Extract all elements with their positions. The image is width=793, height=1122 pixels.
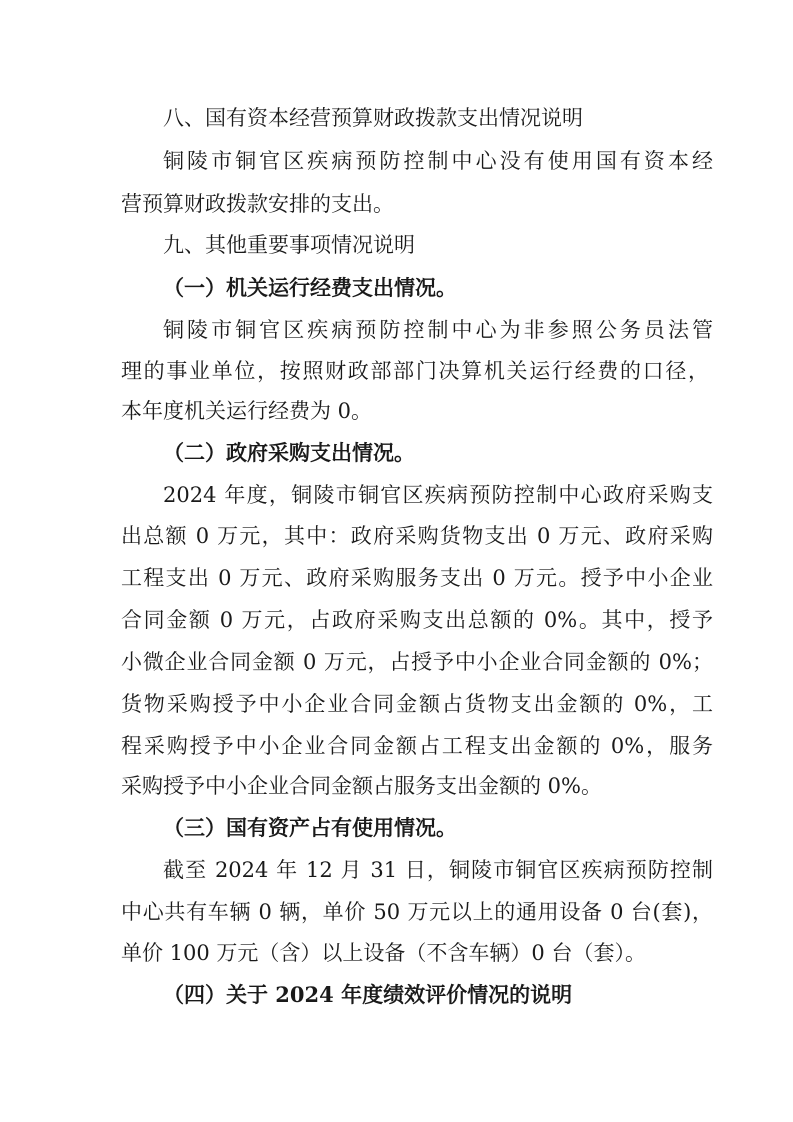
sub-1-line-1 <box>0 310 793 350</box>
paragraph-line: 中心共有车辆 0 辆，单价 50 万元以上的通用设备 0 台(套)， <box>121 900 713 924</box>
sub-3-heading: （三）国有资产占有使用情况。 <box>163 815 457 840</box>
paragraph-line: 营预算财政拨款安排的支出。 <box>121 192 394 216</box>
sub-1-line-3 <box>0 391 793 431</box>
paragraph-line: 理的事业单位，按照财政部部门决算机关运行经费的口径， <box>121 359 709 383</box>
section-8-line-1 <box>0 141 793 181</box>
section-9-heading-line <box>0 225 793 265</box>
sub-2-line-6 <box>0 684 793 724</box>
sub-2-line-8 <box>0 766 793 806</box>
sub-1-heading-line <box>0 268 793 308</box>
sub-2-heading: （二）政府采购支出情况。 <box>163 440 415 465</box>
sub-3-line-3 <box>0 933 793 973</box>
sub-1-line-2 <box>0 351 793 391</box>
sub-4-heading: （四）关于 2024 年度绩效评价情况的说明 <box>163 982 573 1007</box>
paragraph-line: 小微企业合同金额 0 万元，占授予中小企业合同金额的 0%； <box>121 650 713 674</box>
paragraph-line: 截至 2024 年 12 月 31 日，铜陵市铜官区疾病预防控制 <box>163 858 713 882</box>
sub-2-line-4 <box>0 600 793 640</box>
paragraph-line: 合同金额 0 万元，占政府采购支出总额的 0%。其中，授予 <box>121 608 713 632</box>
paragraph-line: 工程支出 0 万元、政府采购服务支出 0 万元。授予中小企业 <box>121 566 713 590</box>
paragraph-line: 铜陵市铜官区疾病预防控制中心为非参照公务员法管 <box>163 318 713 342</box>
section-8-heading-line <box>0 98 793 138</box>
paragraph-line: 铜陵市铜官区疾病预防控制中心没有使用国有资本经 <box>163 149 713 173</box>
section-8-line-2 <box>0 184 793 224</box>
sub-2-line-5 <box>0 642 793 682</box>
sub-2-heading-line <box>0 433 793 473</box>
sub-3-line-2 <box>0 892 793 932</box>
sub-4-heading-line <box>0 975 793 1015</box>
section-9-heading: 九、其他重要事项情况说明 <box>163 233 415 257</box>
paragraph-line: 出总额 0 万元，其中：政府采购货物支出 0 万元、政府采购 <box>121 524 713 548</box>
section-8-heading: 八、国有资本经营预算财政拨款支出情况说明 <box>163 106 583 130</box>
sub-3-heading-line <box>0 808 793 848</box>
paragraph-line: 本年度机关运行经费为 0。 <box>121 399 373 423</box>
sub-3-line-1 <box>0 850 793 890</box>
sub-2-line-3 <box>0 558 793 598</box>
paragraph-line: 采购授予中小企业合同金额占服务支出金额的 0%。 <box>121 774 602 798</box>
paragraph-line: 单价 100 万元（含）以上设备（不含车辆）0 台（套）。 <box>121 941 646 965</box>
sub-1-heading: （一）机关运行经费支出情况。 <box>163 275 457 300</box>
sub-2-line-7 <box>0 726 793 766</box>
paragraph-line: 货物采购授予中小企业合同金额占货物支出金额的 0%，工 <box>121 692 713 716</box>
sub-2-line-1 <box>0 475 793 515</box>
sub-2-line-2 <box>0 516 793 556</box>
paragraph-line: 程采购授予中小企业合同金额占工程支出金额的 0%，服务 <box>121 734 713 758</box>
paragraph-line: 2024 年度，铜陵市铜官区疾病预防控制中心政府采购支 <box>163 483 713 507</box>
